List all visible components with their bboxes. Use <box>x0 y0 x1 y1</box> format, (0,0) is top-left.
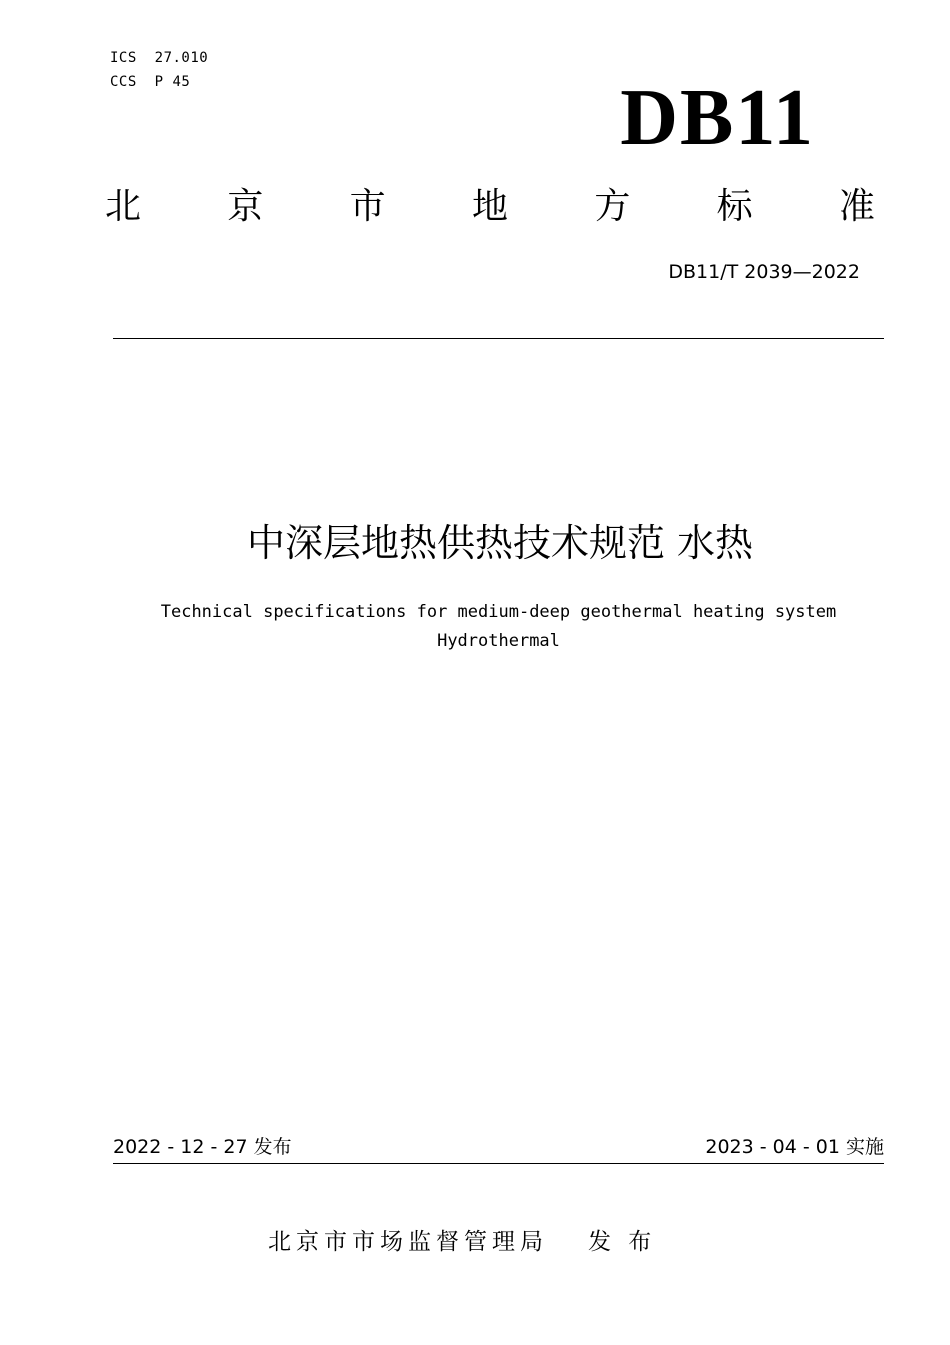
standard-type-char: 北 <box>105 186 142 227</box>
standard-type-char: 标 <box>716 186 753 227</box>
standard-type <box>105 182 875 232</box>
standard-number: DB11/T 2039—2022 <box>668 261 860 283</box>
implement-date: 2023 - 04 - 01 实施 <box>705 1136 884 1158</box>
publisher-name: 北京市市场监督管理局 <box>268 1229 548 1255</box>
standard-type-char: 地 <box>471 186 508 227</box>
standard-type-char: 准 <box>838 186 875 227</box>
top-divider <box>113 338 884 339</box>
standard-type-char: 市 <box>349 186 386 227</box>
ics-code: ICS 27.010 <box>110 50 209 66</box>
db11-logo: DB11 <box>620 74 815 162</box>
ccs-code: CCS P 45 <box>110 74 191 90</box>
publisher-line <box>268 1225 656 1259</box>
title-chinese: 中深层地热供热技术规范 水热 <box>246 521 754 565</box>
standard-type-char: 方 <box>594 186 631 227</box>
title-english-line2: Hydrothermal <box>437 631 560 651</box>
classification-codes <box>110 46 208 94</box>
publish-date: 2022 - 12 - 27 发布 <box>113 1136 292 1158</box>
title-english <box>0 598 950 656</box>
publish-action: 发 布 <box>588 1229 657 1255</box>
bottom-divider <box>113 1163 884 1164</box>
standard-type-char: 京 <box>227 186 264 227</box>
title-english-line1: Technical specifications for medium-deep geothermal heating system <box>160 602 837 622</box>
